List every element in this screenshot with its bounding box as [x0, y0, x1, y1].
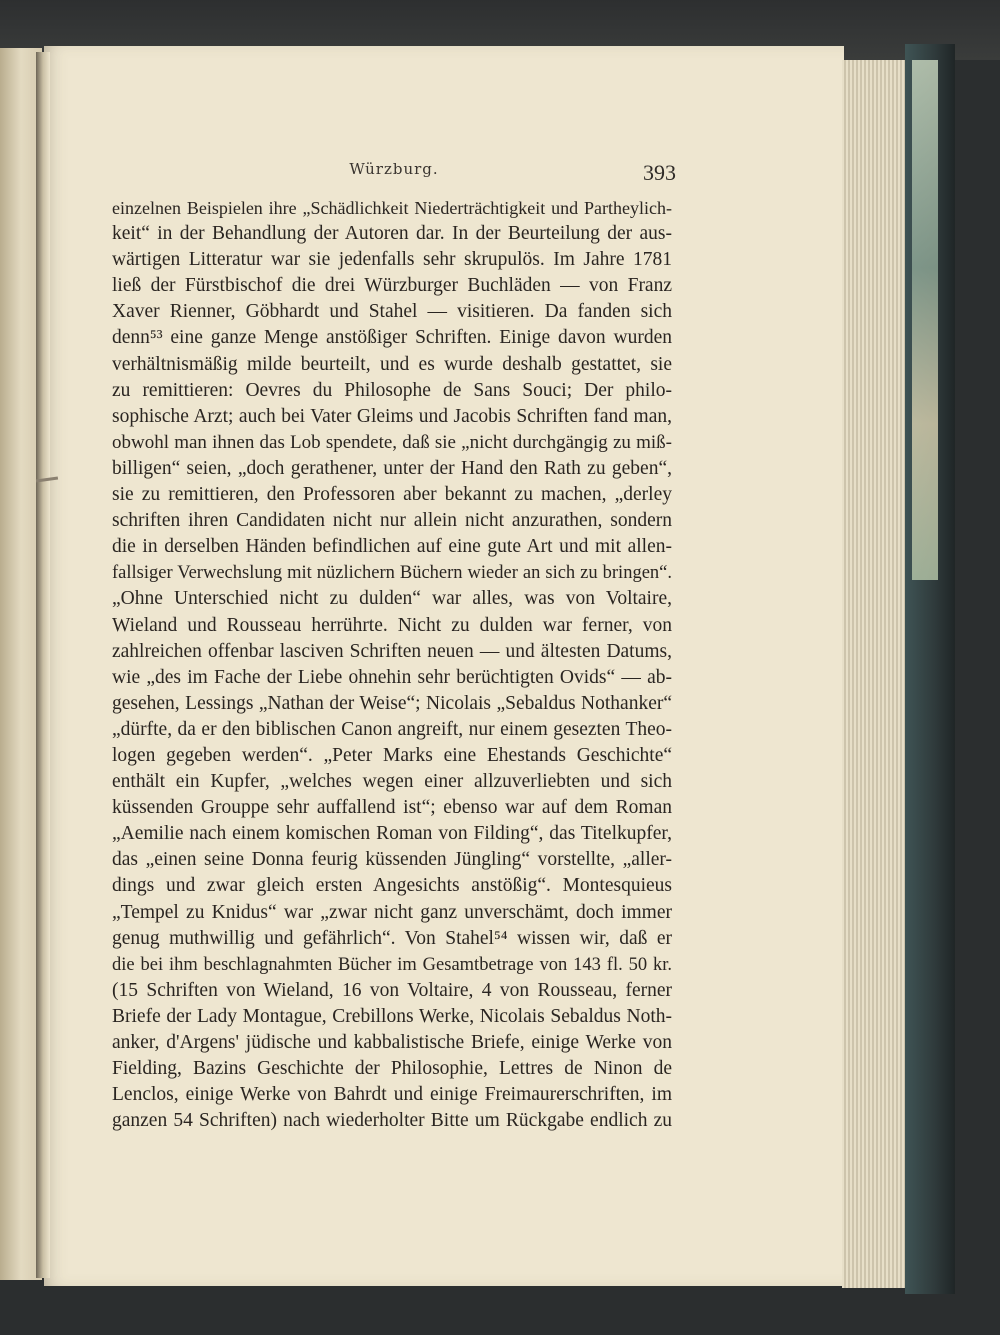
text-line: zu remittieren: Oevres du Philosophe de Sans Souci; Der philo- [112, 379, 672, 401]
text-line: die in derselben Händen befindlichen auf eine gute Art und mit allen- [112, 536, 672, 558]
text-line: gesehen, Lessings „Nathan der Weise“; Nicolais „Sebaldus Nothanker“ [112, 692, 672, 714]
text-line: keit“ in der Behandlung der Autoren dar. In der Beurteilung der aus- [112, 223, 672, 245]
text-line: sie zu remittieren, den Professoren aber bekannt zu machen, „derley [112, 484, 672, 506]
text-line: zahlreichen offenbar lasciven Schriften neuen — und ältesten Datums, [112, 640, 672, 662]
text-line: „Aemilie nach einem komischen Roman von Filding“, das Titelkupfer, [112, 823, 672, 845]
text-line: ganzen 54 Schriften) nach wiederholter Bitte um Rückgabe endlich zu [112, 1110, 672, 1132]
text-line: wie „des im Fache der Liebe ohnehin sehr berüchtigten Ovids“ — ab- [112, 666, 672, 688]
text-line: billigen“ seien, „doch gerathener, unter der Hand den Rath zu geben“, [112, 457, 672, 479]
text-line: „dürfte, da er den biblischen Canon angreift, nur einem gesezten Theo- [112, 718, 672, 740]
book-gutter [36, 52, 50, 1278]
page-block-edges [842, 60, 912, 1288]
text-line: Briefe der Lady Montague, Crebillons Werke, Nicolais Sebaldus Noth- [112, 1005, 672, 1027]
page-header [112, 160, 676, 190]
text-line: denn⁵³ eine ganze Menge anstößiger Schriften. Einige davon wurden [112, 327, 672, 349]
running-head: Würzburg. [349, 160, 439, 178]
text-line: das „einen seine Donna feurig küssenden Jüngling“ vorstellte, „aller- [112, 849, 672, 871]
text-line: „Tempel zu Knidus“ war „zwar nicht ganz unverschämt, doch immer [112, 901, 672, 923]
text-line: einzelnen Beispielen ihre „Schädlichkeit Niederträchtigkeit und Partheylich- [112, 198, 672, 218]
text-line: wärtigen Litteratur war sie jedenfalls sehr skrupulös. Im Jahre 1781 [112, 249, 672, 271]
text-line: genug muthwillig und gefährlich“. Von Stahel⁵⁴ wissen wir, daß er [112, 927, 672, 949]
text-line: (15 Schriften von Wieland, 16 von Voltaire, 4 von Rousseau, ferner [112, 979, 672, 1001]
text-line: Xaver Rienner, Göbhardt und Stahel — visitieren. Da fanden sich [112, 301, 672, 323]
text-line: obwohl man ihnen das Lob spendete, daß sie „nicht durchgängig zu miß- [112, 431, 672, 453]
marbled-endpaper [912, 60, 938, 580]
text-line: dings und zwar gleich ersten Angesichts anstößig“. Montesquieus [112, 875, 672, 897]
text-line: „Ohne Unterschied nicht zu dulden“ war alles, was von Voltaire, [112, 588, 672, 610]
text-line: Lenclos, einige Werke von Bahrdt und einige Freimaurerschriften, im [112, 1084, 672, 1106]
text-line: ließ der Fürstbischof die drei Würzburger Buchläden — von Franz [112, 275, 672, 297]
text-line: Fielding, Bazins Geschichte der Philosophie, Lettres de Ninon de [112, 1058, 672, 1080]
body-text [112, 195, 672, 1134]
text-line: küssenden Grouppe sehr auffallend ist“; ebenso war auf dem Roman [112, 797, 672, 819]
text-line: verhältnismäßig milde beurteilt, und es wurde deshalb gestattet, sie [112, 353, 672, 375]
text-line: anker, d'Argens' jüdische und kabbalistische Briefe, einige Werke von [112, 1032, 672, 1053]
text-line: schriften ihren Candidaten nicht nur allein nicht anzurathen, sondern [112, 510, 672, 532]
text-line: Wieland und Rousseau herrührte. Nicht zu dulden war ferner, von [112, 614, 672, 636]
text-line: enthält ein Kupfer, „welches wegen einer allzuverliebten und sich [112, 771, 672, 793]
text-line: die bei ihm beschlagnahmten Bücher im Gesamtbetrage von 143 fl. 50 kr. [112, 954, 672, 975]
text-line: sophische Arzt; auch bei Vater Gleims und Jacobis Schriften fand man, [112, 405, 672, 427]
page-number: 393 [643, 160, 676, 185]
text-line: logen gegeben werden“. „Peter Marks eine Ehestands Geschichte“ [112, 744, 672, 766]
text-line: fallsiger Verwechslung mit nüzlichern Büchern wieder an sich zu bringen“. [112, 563, 672, 584]
